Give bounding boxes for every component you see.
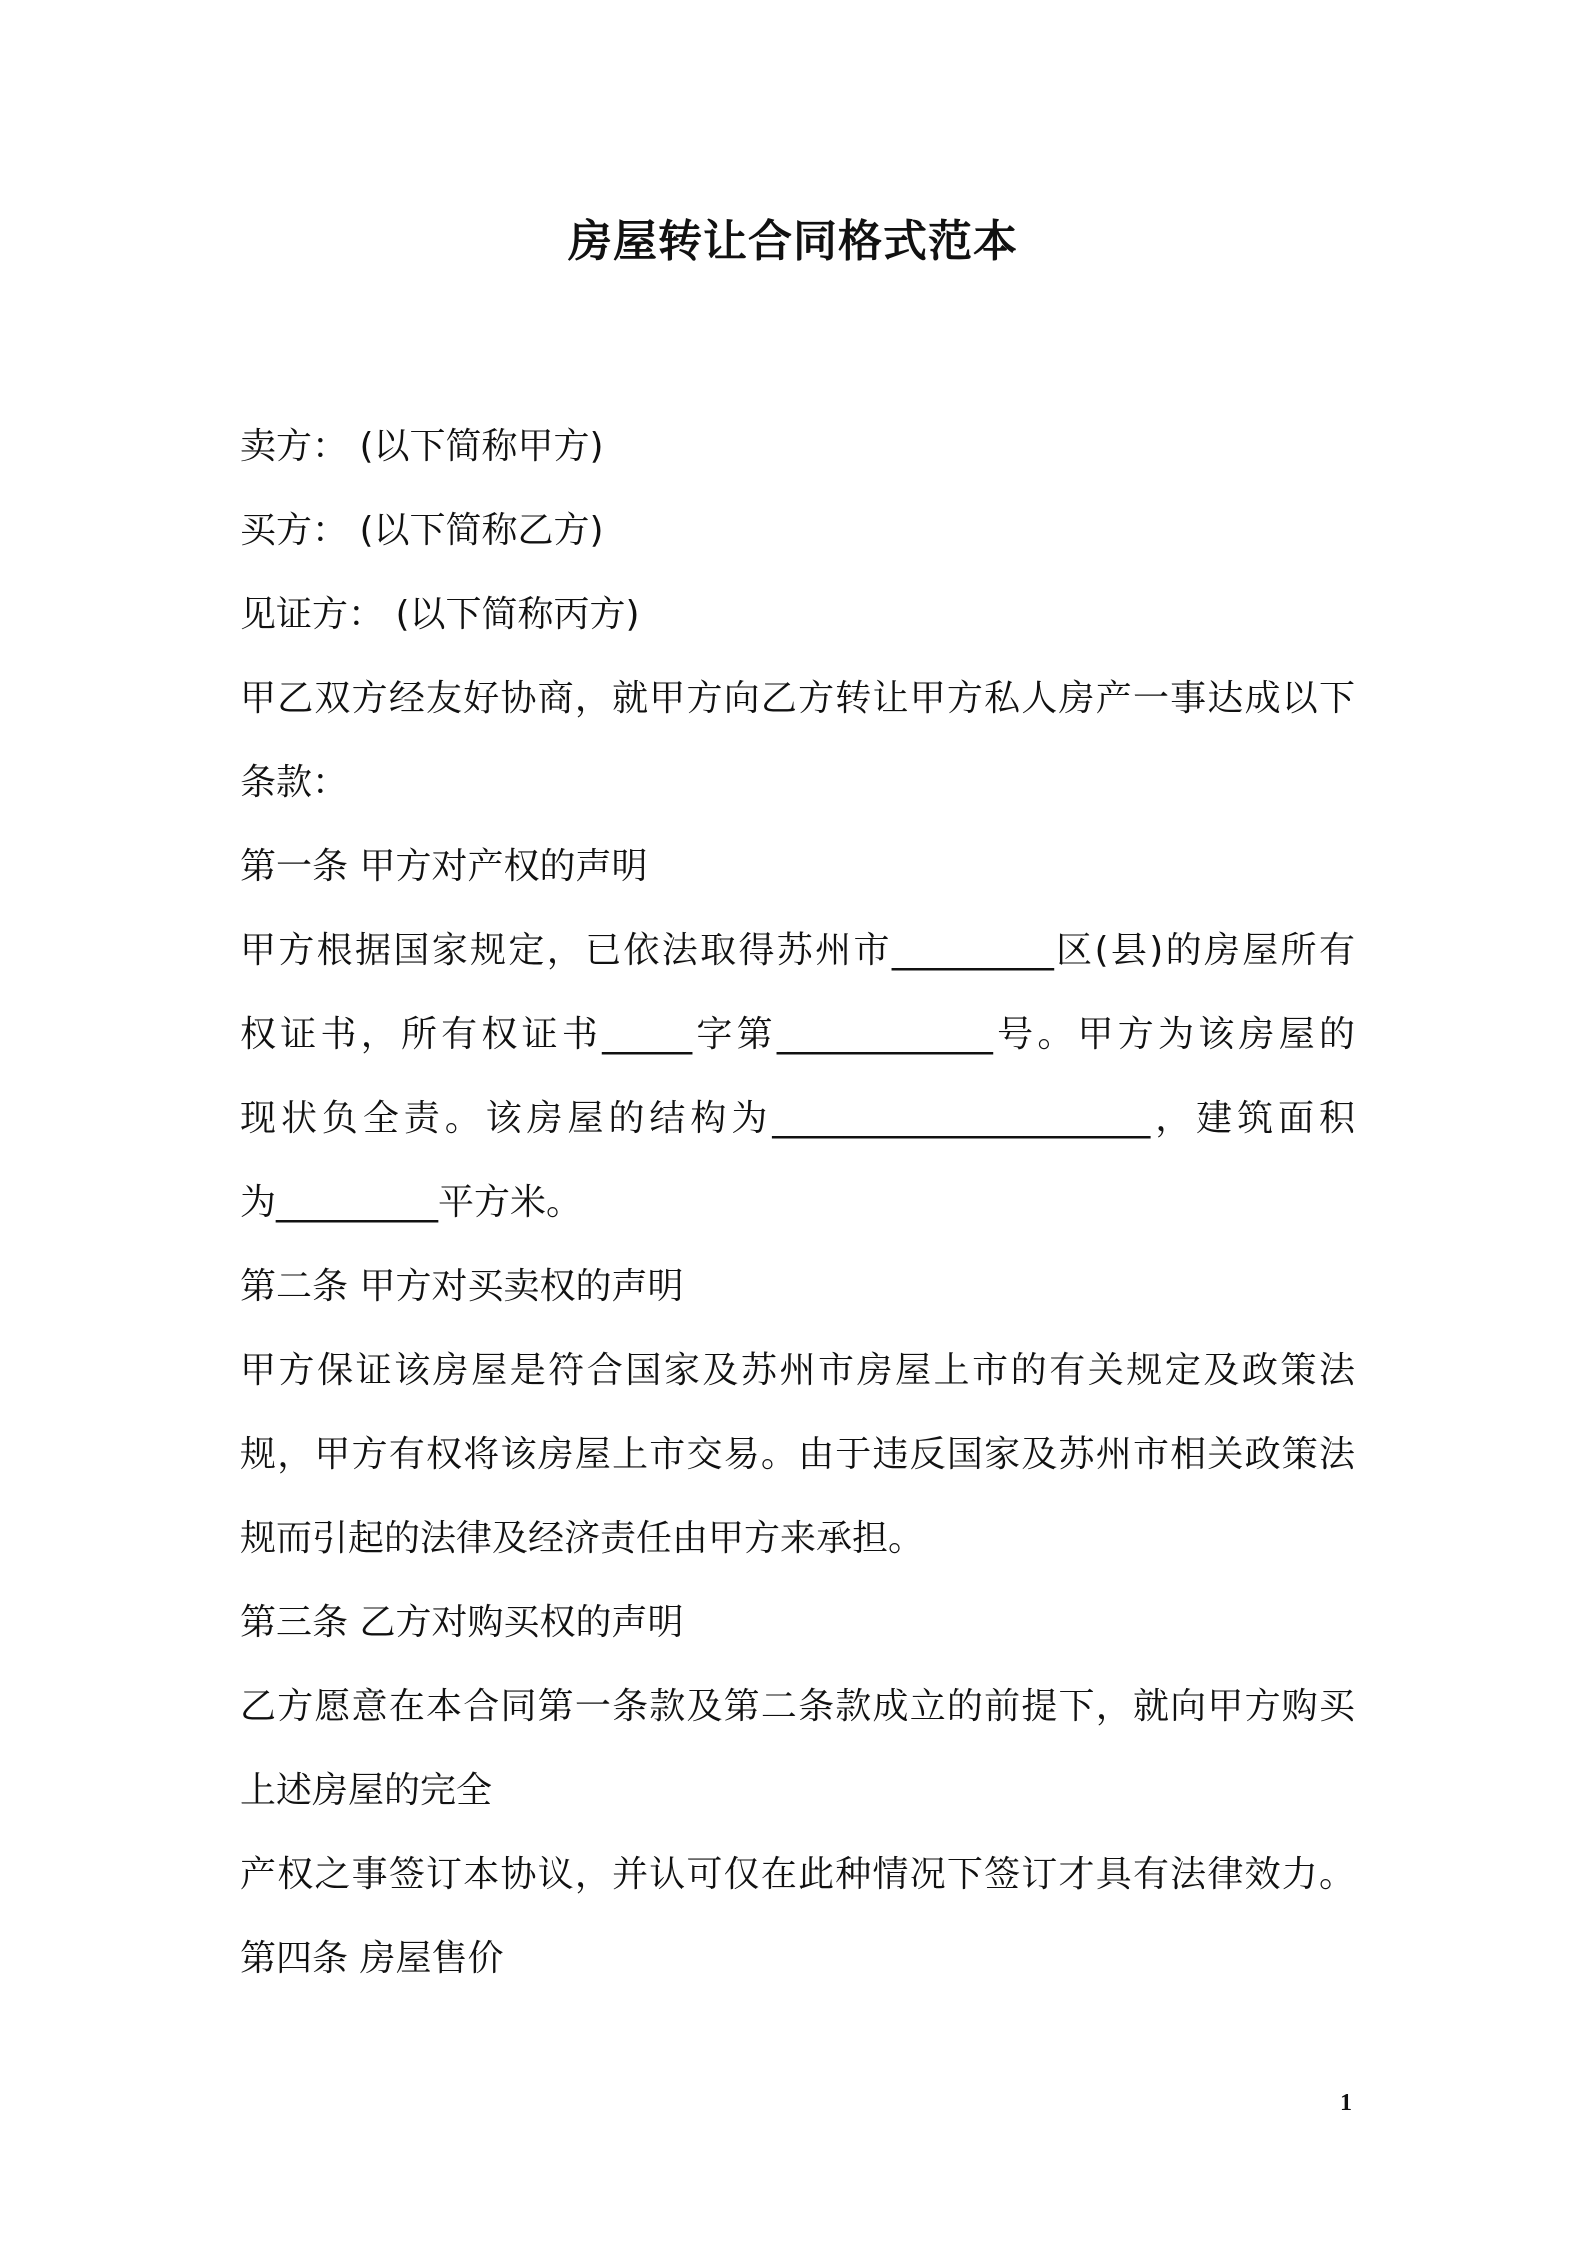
paragraph-line: 为_________平方米。 — [240, 1182, 583, 1223]
page-number: 1 — [1340, 2090, 1352, 2116]
article-heading: 第四条 房屋售价 — [240, 1938, 504, 1979]
paragraph-line: 条款： — [240, 762, 349, 803]
paragraph-line: 规而引起的法律及经济责任由甲方来承担。 — [240, 1518, 925, 1559]
paragraph-line: 现状负全责。该房屋的结构为_____________________，建筑面积 — [240, 1098, 1355, 1139]
paragraph-line: 乙方愿意在本合同第一条款及第二条款成立的前提下，就向甲方购买 — [240, 1686, 1355, 1727]
paragraph-line: 产权之事签订本协议，并认可仅在此种情况下签订才具有法律效力。 — [240, 1854, 1355, 1895]
buyer-line: 买方： (以下简称乙方) — [240, 510, 604, 551]
paragraph-line: 上述房屋的完全 — [240, 1770, 493, 1811]
paragraph-line: 甲方根据国家规定，已依法取得苏州市_________区(县)的房屋所有 — [240, 930, 1355, 971]
paragraph-line: 甲方保证该房屋是符合国家及苏州市房屋上市的有关规定及政策法 — [240, 1350, 1355, 1391]
seller-line: 卖方： (以下简称甲方) — [240, 426, 604, 467]
document-title: 房屋转让合同格式范本 — [568, 216, 1018, 267]
witness-line: 见证方： (以下简称丙方) — [240, 594, 640, 635]
paragraph-line: 甲乙双方经友好协商，就甲方向乙方转让甲方私人房产一事达成以下 — [240, 678, 1355, 719]
document-body — [240, 405, 1355, 2001]
article-heading: 第二条 甲方对买卖权的声明 — [240, 1266, 684, 1307]
paragraph-line: 权证书，所有权证书_____字第____________号。甲方为该房屋的 — [240, 1014, 1355, 1055]
article-heading: 第三条 乙方对购买权的声明 — [240, 1602, 684, 1643]
article-heading: 第一条 甲方对产权的声明 — [240, 846, 648, 887]
paragraph-line: 规，甲方有权将该房屋上市交易。由于违反国家及苏州市相关政策法 — [240, 1434, 1355, 1475]
